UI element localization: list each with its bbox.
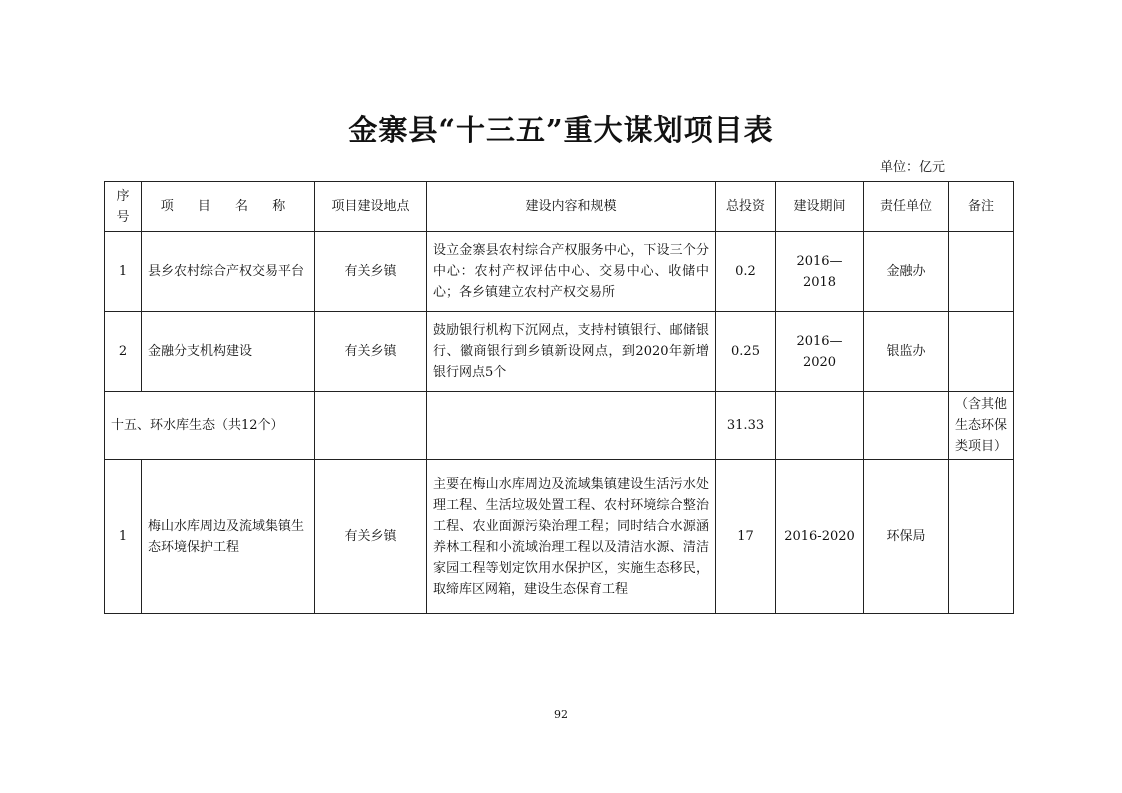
header-name: 项 目 名 称 [142,182,315,232]
cell-period: 2016—2018 [776,232,864,312]
header-row [105,182,1014,232]
header-owner: 责任单位 [864,182,949,232]
cell-location: 有关乡镇 [315,232,427,312]
cell-name: 金融分支机构建设 [142,312,315,392]
header-investment: 总投资 [716,182,776,232]
cell-owner: 环保局 [864,460,949,614]
cell-seq: 1 [105,460,142,614]
section-content [427,392,716,460]
section-investment: 31.33 [716,392,776,460]
page-number: 92 [554,708,568,721]
cell-seq: 1 [105,232,142,312]
table-row [105,232,1014,312]
cell-remark [949,232,1014,312]
cell-owner: 金融办 [864,232,949,312]
unit-label: 单位：亿元 [879,160,945,175]
cell-investment: 0.2 [716,232,776,312]
page-title: 金寨县“十三五”重大谋划项目表 [348,113,774,147]
header-seq: 序号 [105,182,142,232]
cell-content: 鼓励银行机构下沉网点，支持村镇银行、邮储银行、徽商银行到乡镇新设网点，到2020年新增银行网点5个 [427,312,716,392]
cell-investment: 17 [716,460,776,614]
project-table [104,181,1014,614]
section-period [776,392,864,460]
section-remark: （含其他生态环保类项目） [949,392,1014,460]
cell-seq: 2 [105,312,142,392]
header-remark: 备注 [949,182,1014,232]
cell-remark [949,460,1014,614]
section-row [105,392,1014,460]
cell-period: 2016—2020 [776,312,864,392]
table-row [105,312,1014,392]
table-row [105,460,1014,614]
cell-name: 梅山水库周边及流域集镇生态环境保护工程 [142,460,315,614]
cell-location: 有关乡镇 [315,312,427,392]
cell-owner: 银监办 [864,312,949,392]
header-content: 建设内容和规模 [427,182,716,232]
cell-investment: 0.25 [716,312,776,392]
section-label: 十五、环水库生态（共12个） [105,392,315,460]
header-period: 建设期间 [776,182,864,232]
section-owner [864,392,949,460]
cell-period: 2016-2020 [776,460,864,614]
cell-location: 有关乡镇 [315,460,427,614]
cell-name: 县乡农村综合产权交易平台 [142,232,315,312]
section-location [315,392,427,460]
cell-content: 设立金寨县农村综合产权服务中心，下设三个分中心：农村产权评估中心、交易中心、收储中心；各乡镇建立农村产权交易所 [427,232,716,312]
cell-content: 主要在梅山水库周边及流域集镇建设生活污水处理工程、生活垃圾处置工程、农村环境综合整治工程、农业面源污染治理工程；同时结合水源涵养林工程和小流域治理工程以及清洁水源、清洁家园工程等划定饮用水保护区，实施生态移民，取缔库区网箱，建设生态保育工程 [427,460,716,614]
header-location: 项目建设地点 [315,182,427,232]
cell-remark [949,312,1014,392]
